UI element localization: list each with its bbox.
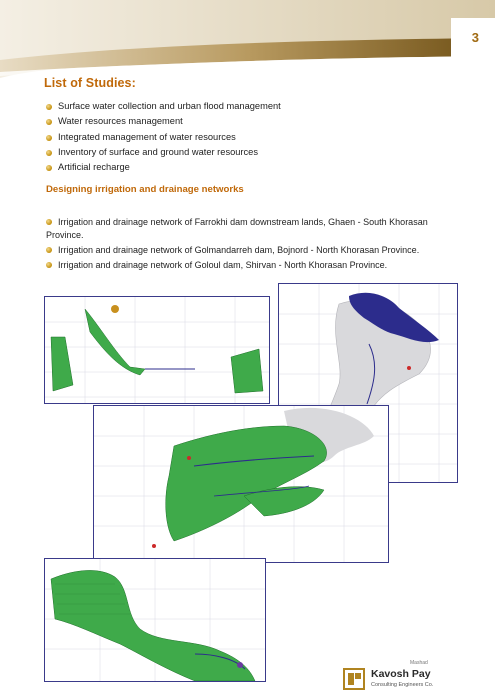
list-item: Surface water collection and urban flood management [46, 99, 281, 114]
company-logo [343, 660, 463, 694]
bullet-dot-icon [46, 247, 52, 253]
bullet-dot-icon [46, 104, 52, 110]
studies-list [46, 99, 281, 175]
bullet-dot-icon [46, 150, 52, 156]
bullet-dot-icon [46, 219, 52, 225]
logo-subtitle: Consulting Engineers Co. [371, 682, 434, 688]
list-item: Irrigation and drainage network of Farrokhi dam downstream lands, Ghaen - South Khorasan Province. [46, 217, 428, 240]
irrigation-list [46, 216, 466, 274]
map-graphic [94, 406, 389, 563]
map-network-layout [44, 558, 266, 682]
page-number: 3 [471, 30, 479, 45]
bullet-dot-icon [46, 135, 52, 141]
list-item: Artificial recharge [46, 160, 281, 175]
bullet-dot-icon [46, 119, 52, 125]
map-farrokhi-dam [44, 296, 270, 404]
list-item: Water resources management [46, 114, 281, 129]
irrigation-title: Designing irrigation and drainage networks [46, 184, 244, 195]
company-logo-icon [343, 668, 365, 690]
list-item: Inventory of surface and ground water resources [46, 145, 281, 160]
map-graphic [45, 297, 270, 404]
logo-name: Kavosh Pay [371, 668, 431, 680]
map-graphic [45, 559, 266, 682]
list-item: Integrated management of water resources [46, 130, 281, 145]
studies-title: List of Studies: [44, 76, 136, 90]
bullet-dot-icon [46, 262, 52, 268]
logo-tag: Mashad [410, 660, 428, 666]
bullet-dot-icon [46, 165, 52, 171]
list-item: Irrigation and drainage network of Goloul dam, Shirvan - North Khorasan Province. [46, 259, 466, 272]
map-golmandarreh-dam [93, 405, 389, 563]
list-item: Irrigation and drainage network of Golmandarreh dam, Bojnord - North Khorasan Province. [46, 244, 466, 257]
